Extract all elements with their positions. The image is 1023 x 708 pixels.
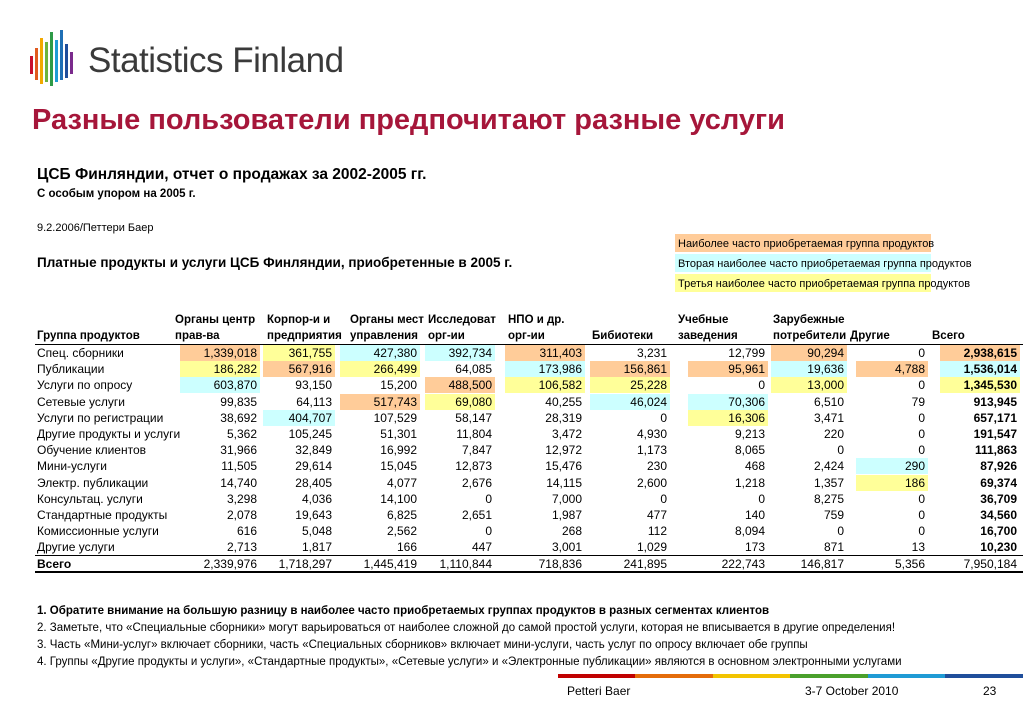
table-row: [35, 458, 1023, 474]
table-cell: 4,930: [636, 426, 667, 441]
table-row: [35, 394, 1023, 410]
table-cell: 2,600: [636, 475, 667, 490]
table-cell: 0: [918, 507, 925, 522]
total-cell: 146,817: [800, 557, 844, 571]
table-cell: 657,171: [973, 410, 1017, 425]
note-item: 2. Заметьте, что «Специальные сборники» могут варьироваться от наиболее сложной до самой простой услуги, которая не вписывается в другие определения!: [37, 622, 896, 634]
table-cell: 0: [837, 443, 844, 458]
footer-bar-segment: [558, 674, 635, 678]
table-row: [35, 539, 1023, 555]
table-cell: 3,001: [551, 540, 582, 555]
column-header-line: заведения: [678, 330, 738, 342]
column-header: [678, 312, 738, 344]
column-header: [175, 312, 255, 344]
total-cell: 5,356: [894, 557, 925, 571]
report-date: 9.2.2006/Петтери Баер: [37, 222, 154, 234]
total-cell: 2,339,976: [203, 557, 257, 571]
table-cell: 3,472: [551, 426, 582, 441]
column-header-line: Органы мест: [350, 314, 424, 326]
table-cell: 427,380: [340, 345, 420, 361]
row-label: Услуги по опросу: [37, 378, 133, 393]
legend-item: [675, 234, 972, 254]
table-cell: 1,357: [813, 475, 844, 490]
table-cell: 871: [823, 540, 844, 555]
report-title: ЦСБ Финляндии, отчет о продажах за 2002-2005 гг.: [37, 166, 427, 183]
table-cell: 38,692: [220, 410, 257, 425]
legend-label: Вторая наиболее часто приобретаемая группа продуктов: [678, 258, 972, 270]
table-cell: 5,048: [301, 524, 332, 539]
table-cell: 13: [911, 540, 925, 555]
table-cell: 8,275: [813, 491, 844, 506]
table-cell: 12,972: [545, 443, 582, 458]
table-cell: 1,987: [551, 507, 582, 522]
table-cell: 11,804: [456, 426, 492, 441]
table-cell: 2,651: [461, 507, 492, 522]
table-cell: 69,374: [980, 475, 1017, 490]
header-group: Группа продуктов: [37, 330, 140, 342]
table-cell: 477: [646, 507, 667, 522]
table-cell: 31,966: [220, 443, 257, 458]
footer-bar-segment: [790, 674, 867, 678]
table-cell: 107,529: [373, 410, 417, 425]
table-cell: 70,306: [688, 394, 768, 410]
table-cell: 40,255: [545, 394, 582, 409]
note-item: 1. Обратите внимание на большую разницу в наиболее часто приобретаемых группах продуктов в разных сегментах клиентов: [37, 605, 770, 617]
legend-item: [675, 274, 972, 294]
table-cell: 14,100: [380, 491, 417, 506]
table-cell: 186,282: [180, 361, 260, 377]
table-cell: 1,817: [301, 540, 332, 555]
table-cell: 10,230: [980, 540, 1017, 555]
table-cell: 25,228: [590, 377, 670, 393]
table-cell: 290: [856, 458, 928, 474]
table-cell: 3,231: [636, 346, 667, 360]
row-label: Мини-услуги: [37, 459, 107, 474]
column-header-line: [850, 312, 890, 328]
table-cell: 266,499: [340, 361, 420, 377]
table-cell: 0: [918, 426, 925, 441]
table-cell: 105,245: [288, 426, 332, 441]
total-cell: 1,718,297: [278, 557, 332, 571]
table-cell: 230: [646, 459, 667, 474]
table-cell: 28,405: [295, 475, 332, 490]
table-cell: 0: [918, 346, 925, 360]
table-cell: 34,560: [980, 507, 1017, 522]
table-cell: 5,362: [226, 426, 257, 441]
table-cell: 6,825: [386, 507, 417, 522]
slide-title: Разные пользователи предпочитают разные услуги: [32, 104, 785, 136]
total-cell: 718,836: [538, 557, 582, 571]
table-cell: 6,510: [813, 394, 844, 409]
table-cell: 36,709: [980, 491, 1017, 506]
table-cell: 0: [918, 410, 925, 425]
table-cell: 173: [744, 540, 765, 555]
table-cell: 28,319: [545, 410, 582, 425]
column-header: [592, 312, 653, 344]
table-cell: 3,298: [226, 491, 257, 506]
row-label: Комиссионные услуги: [37, 524, 159, 539]
column-header-line: Корпор-и и: [267, 314, 331, 326]
table-cell: 156,861: [590, 361, 670, 377]
report-subtitle: С особым упором на 2005 г.: [37, 188, 196, 200]
row-label: Услуги по регистрации: [37, 410, 164, 425]
table-cell: 111,863: [974, 443, 1017, 458]
column-header-line: Исследоват: [428, 314, 496, 326]
table-cell: 32,849: [295, 443, 332, 458]
table-cell: 16,306: [688, 410, 768, 426]
table-cell: 9,213: [734, 426, 765, 441]
notes: [37, 603, 902, 671]
table-cell: 15,476: [545, 459, 582, 474]
color-legend: [675, 234, 972, 294]
table-cell: 0: [660, 491, 667, 506]
row-label: Стандартные продукты: [37, 507, 168, 522]
total-cell: 1,110,844: [439, 557, 492, 571]
table-cell: 913,945: [973, 394, 1017, 409]
table-cell: 8,094: [734, 524, 765, 539]
table-cell: 1,339,018: [180, 345, 260, 361]
table-cell: 0: [758, 491, 765, 506]
column-header-line: предприятия: [267, 330, 342, 342]
table-cell: 404,707: [263, 410, 335, 426]
row-label: Другие услуги: [37, 540, 115, 555]
table-cell: 14,740: [220, 475, 257, 490]
table-cell: 0: [660, 410, 667, 425]
brand-name: Statistics Finland: [88, 41, 344, 80]
table-row: [35, 345, 1023, 361]
table-cell: 19,643: [295, 507, 332, 522]
table-cell: 1,345,530: [940, 377, 1020, 393]
column-header-line: орг-ии: [508, 330, 545, 342]
column-header-line: Зарубежные: [773, 314, 845, 326]
table-cell: 191,547: [973, 426, 1017, 441]
footer-date: 3-7 October 2010: [805, 684, 899, 698]
total-cell: 241,895: [623, 557, 667, 571]
column-header-line: [592, 312, 653, 328]
table-cell: 87,926: [980, 459, 1017, 474]
table-cell: 69,080: [425, 394, 495, 410]
column-header: [850, 312, 890, 344]
table-cell: 567,916: [263, 361, 335, 377]
table-cell: 468: [744, 459, 765, 474]
table-cell: 64,113: [296, 394, 332, 409]
row-label: Обучение клиентов: [37, 443, 147, 458]
table-cell: 2,078: [226, 507, 257, 522]
table-cell: 51,301: [380, 426, 417, 441]
table-cell: 93,150: [295, 378, 332, 393]
table-cell: 0: [918, 491, 925, 506]
table-cell: 15,200: [380, 378, 417, 393]
table-cell: 447: [471, 540, 492, 555]
table-cell: 517,743: [340, 394, 420, 410]
table-cell: 2,713: [226, 540, 257, 555]
table-cell: 361,755: [263, 345, 335, 361]
footer-bar-segment: [713, 674, 790, 678]
table-cell: 0: [918, 443, 925, 458]
column-header-line: потребители: [773, 330, 847, 342]
table-cell: 4,788: [856, 361, 928, 377]
legend-label: Наиболее часто приобретаемая группа продуктов: [678, 238, 935, 250]
table-cell: 14,115: [546, 475, 582, 490]
table-cell: 58,147: [455, 410, 492, 425]
total-cell: 1,445,419: [363, 557, 417, 571]
column-header-line: [932, 312, 965, 328]
table-cell: 106,582: [505, 377, 585, 393]
footer-bar-segment: [635, 674, 712, 678]
note-item: 4. Группы «Другие продукты и услуги», «Стандартные продукты», «Сетевые услуги» и «Электронные публикации» являются в основном электронными услугами: [37, 656, 902, 668]
total-cell: 7,950,184: [963, 557, 1017, 571]
note-item: 3. Часть «Мини-услуг» включает сборники, часть «Специальных сборников» включает мини-услуги, часть услуг по опросу включает обе группы: [37, 639, 808, 651]
table-cell: 1,029: [636, 540, 667, 555]
table-cell: 4,036: [301, 491, 332, 506]
logo-bars-icon: [30, 30, 80, 88]
column-header-line: прав-ва: [175, 330, 220, 342]
table-cell: 0: [918, 524, 925, 539]
column-header: [350, 312, 424, 344]
table-cell: 64,085: [455, 362, 492, 377]
table-cell: 90,294: [771, 345, 847, 361]
table-cell: 7,000: [551, 491, 582, 506]
table-row: [35, 377, 1023, 393]
table-row: [35, 442, 1023, 458]
row-label: Сетевые услуги: [37, 394, 125, 409]
table-cell: 140: [744, 507, 765, 522]
table-cell: 46,024: [590, 394, 670, 410]
row-label: Консультац. услуги: [37, 491, 143, 506]
table-cell: 29,614: [295, 459, 332, 474]
column-header-line: НПО и др.: [508, 314, 565, 326]
footer-bar-segment: [945, 674, 1022, 678]
table-cell: 95,961: [688, 361, 768, 377]
table-cell: 13,000: [771, 377, 847, 393]
sales-table-body: [35, 345, 1023, 555]
row-label: Публикации: [37, 362, 105, 377]
column-header: [508, 312, 565, 344]
column-header-line: Всего: [932, 330, 965, 342]
column-header: [267, 312, 342, 344]
row-label: Другие продукты и услуги: [37, 426, 181, 441]
column-header-line: Органы центр: [175, 314, 256, 326]
table-cell: 392,734: [425, 345, 495, 361]
table-cell: 15,045: [380, 459, 417, 474]
column-header: [428, 312, 496, 344]
column-header-line: Учебные: [678, 314, 729, 326]
table-cell: 1,173: [636, 443, 667, 458]
table-cell: 7,847: [461, 443, 492, 458]
table-cell: 0: [837, 524, 844, 539]
table-cell: 166: [396, 540, 417, 555]
table-cell: 2,424: [813, 459, 844, 474]
footer-color-bar: [558, 674, 1023, 678]
table-title: Платные продукты и услуги ЦСБ Финляндии, приобретенные в 2005 г.: [37, 255, 513, 270]
table-cell: 1,536,014: [940, 361, 1020, 377]
column-header-line: Другие: [850, 330, 890, 342]
table-row: [35, 361, 1023, 377]
table-cell: 488,500: [425, 377, 495, 393]
table-cell: 16,700: [980, 524, 1017, 539]
table-cell: 2,938,615: [940, 345, 1020, 361]
total-cell: 222,743: [721, 557, 765, 571]
table-cell: 4,077: [386, 475, 417, 490]
table-total-row: [35, 556, 1023, 572]
column-header-line: орг-ии: [428, 330, 465, 342]
table-cell: 19,636: [771, 361, 847, 377]
column-header: [773, 312, 846, 344]
table-cell: 79: [911, 394, 925, 409]
total-label: Всего: [37, 557, 72, 571]
table-cell: 2,562: [386, 524, 417, 539]
legend-item: [675, 254, 972, 274]
table-cell: 3,471: [813, 410, 844, 425]
table-cell: 2,676: [461, 475, 492, 490]
footer-bar-segment: [868, 674, 945, 678]
table-cell: 616: [236, 524, 257, 539]
table-cell: 0: [485, 491, 492, 506]
table-cell: 603,870: [180, 377, 260, 393]
table-cell: 16,992: [380, 443, 417, 458]
row-label: Электр. публикации: [37, 475, 149, 490]
table-cell: 112: [647, 524, 667, 539]
row-label: Спец. сборники: [37, 346, 124, 360]
table-cell: 0: [918, 378, 925, 393]
table-cell: 186: [856, 475, 928, 491]
legend-label: Третья наиболее часто приобретаемая группа продуктов: [678, 278, 971, 290]
table-cell: 759: [823, 507, 844, 522]
total-divider-bottom: [35, 571, 1023, 573]
table-cell: 12,799: [728, 346, 765, 360]
table-row: [35, 410, 1023, 426]
table-cell: 1,218: [734, 475, 765, 490]
table-cell: 173,986: [505, 361, 585, 377]
table-cell: 311,403: [505, 345, 585, 361]
table-row: [35, 475, 1023, 491]
table-row: [35, 491, 1023, 507]
table-cell: 220: [823, 426, 844, 441]
table-row: [35, 426, 1023, 442]
table-cell: 99,835: [220, 394, 257, 409]
column-header-line: Бибиотеки: [592, 330, 654, 342]
table-cell: 12,873: [455, 459, 492, 474]
footer-author: Petteri Baer: [567, 684, 631, 698]
column-header-line: управления: [350, 330, 418, 342]
table-row: [35, 523, 1023, 539]
table-row: [35, 507, 1023, 523]
table-cell: 11,505: [221, 459, 257, 474]
table-cell: 0: [758, 378, 765, 393]
table-cell: 268: [561, 524, 582, 539]
table-cell: 0: [485, 524, 492, 539]
column-header: [932, 312, 965, 344]
footer-page-number: 23: [983, 684, 997, 698]
table-cell: 8,065: [734, 443, 765, 458]
